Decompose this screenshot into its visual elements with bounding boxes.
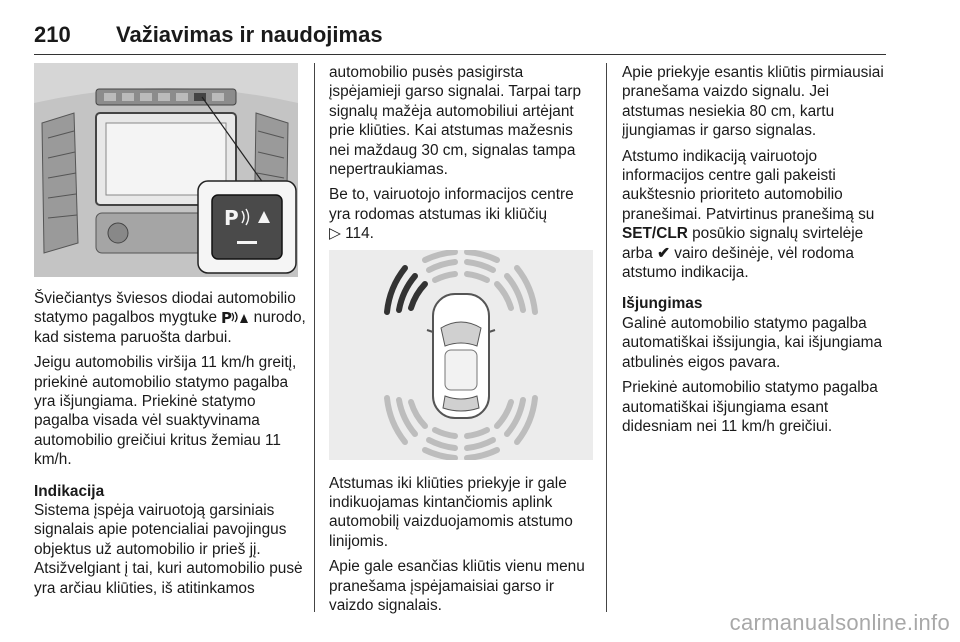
paragraph-signals: automobilio pusės pasigirsta įspėjamieji garso signalai. Tarpai tarp signalų mažėja automobiliui artėjant prie kliūties. Kai atstumas mažesnis nei maždaug 30 cm, signalas tampa nepertraukiamas. <box>329 64 582 179</box>
page-reference: 114. <box>345 225 374 243</box>
paragraph-distance-lines: Atstumas iki kliūties priekyje ir gale indikuojamas kintančiomis aplink automobilį vaizduojamomis atstumo linijomis. <box>329 474 573 550</box>
text-span: vairo dešinėje, vėl rodoma atstumo indikacija. <box>622 244 854 282</box>
text-span: Šviečiantys šviesos diodai automobilio statymo pagalbos mygtuke <box>34 290 296 327</box>
text-span: Be to, vairuotojo informacijos centre yra rodomas atstumas iki kliūčių <box>329 186 574 223</box>
page-number: 210 <box>34 22 71 47</box>
watermark: carmanualsonline.info <box>729 610 950 635</box>
distance-lines-illustration <box>329 250 593 460</box>
text-span: posūkio signalų svirtelėje arba <box>622 225 864 262</box>
column-divider-left <box>314 63 315 612</box>
svg-text:P: P <box>221 309 233 326</box>
paragraph-front-obstacles: Apie priekyje esantis kliūtis pirmiausiai pranešama vaizdo signalu. Jei atstumas nesiekia 80 cm, kartu įjungiamas ir garso signalas. <box>622 64 884 140</box>
column-2 <box>329 63 593 622</box>
paragraph-led-indication <box>34 289 306 347</box>
chapter-title: Važiavimas ir naudojimas <box>116 22 383 47</box>
column-3 <box>622 63 892 442</box>
paragraph-priority-messages <box>622 147 892 283</box>
heading-switch-off: Išjungimas <box>622 295 703 313</box>
page-reference-arrow-icon: ▷ <box>329 225 341 243</box>
set-clr-label: SET/CLR <box>622 225 688 243</box>
column-divider-right <box>606 63 607 612</box>
page-header <box>34 22 886 54</box>
paragraph-speed-limit: Jeigu automobilis viršija 11 km/h greitį, priekinė automobilio statymo pagalba yra išjungiama. Priekinė statymo pagalba visada vėl suaktyvinama automobilio greičiui kritus žemiau 11 km/h. <box>34 354 297 469</box>
svg-text:P: P <box>224 206 239 230</box>
heading-indication: Indikacija <box>34 482 105 500</box>
header-rule <box>34 54 886 55</box>
parking-assist-icon <box>221 309 249 325</box>
text-span: nurodo, kad sistema paruošta darbui. <box>34 309 306 346</box>
dashboard-illustration <box>34 63 298 277</box>
paragraph-rear-off: Galinė automobilio statymo pagalba automatiškai išsijungia, kai išjungiama atbulinės eigos pavara. <box>622 314 883 371</box>
paragraph-front-off: Priekinė automobilio statymo pagalba automatiškai išjungiama esant didesniam nei 11 km/h greičiui. <box>622 379 878 435</box>
column-1 <box>34 63 306 604</box>
paragraph-rear-obstacles: Apie gale esančias kliūtis vienu menu pranešama įspėjamaisiai garso ir vaizdo signalais. <box>329 558 585 615</box>
paragraph-warning: Sistema įspėja vairuotoją garsiniais signalais apie potencialiai pavojingus objektus už automobilio ir prieš jį. Atsižvelgiant į tai, kuri automobilio pusė yra arčiau kliūties, iš atitinkamos <box>34 502 303 597</box>
text-span: Atstumo indikaciją vairuotojo informacijos centre gali pakeisti aukštesnio prioriteto automobilio pranešimai. Patvirtinus pranešimą su <box>622 147 875 223</box>
paragraph-distance-display <box>329 185 593 243</box>
check-icon: ✔ <box>657 244 670 262</box>
